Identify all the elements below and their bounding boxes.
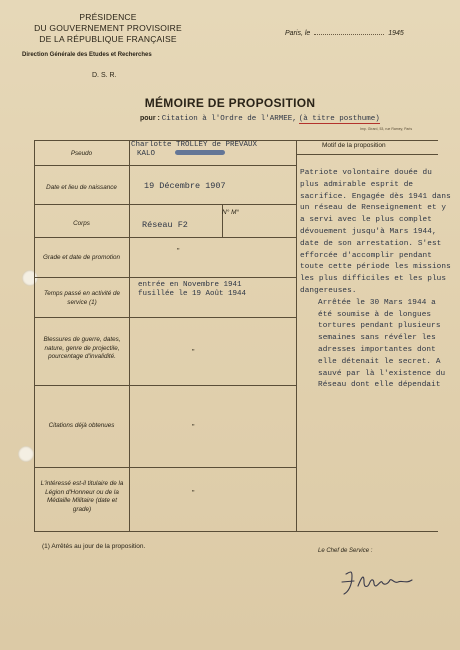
pour-text: Citation à l'Ordre de l'ARMEE, [161,115,297,123]
motif-col-line [296,140,297,532]
letterhead-line3: DE LA RÉPUBLIQUE FRANÇAISE [39,34,177,44]
blue-pencil-mark [175,150,225,155]
signature [340,560,420,600]
place-label: Paris, le [285,30,311,37]
chef-label: Le Chef de Service : [318,548,373,554]
legion-label: L'intéressé est-il titulaire de la Légion d'Honneur ou de la Médaille Militaire (date et grade) [40,480,124,513]
row-sep-7 [34,467,296,468]
motif-header: Motif de la proposition [322,142,386,149]
row-sep-2 [34,204,296,205]
citations-label: Citations déjà obtenues [48,422,115,429]
grade-label: Grade et date de promotion [42,254,120,261]
punch-hole-bottom [18,446,34,462]
wounds-value: " [192,349,195,356]
letterhead-line1: PRÉSIDENCE [79,12,137,22]
row-sep-1 [34,165,296,166]
date-blank [314,34,384,35]
label-col-line [129,140,130,532]
corps-value: Réseau F2 [142,220,188,230]
dsr-line: D. S. R. [92,72,117,79]
corps-label: Corps [73,220,90,227]
birth-label: Date et lieu de naissance [46,184,117,191]
posthume-text: (à titre posthume) [298,115,380,123]
pour-line [140,115,380,123]
row-sep-5 [34,317,296,318]
year-label: 1945 [388,30,404,37]
table-left-line [34,140,35,532]
pour-label: pour : [140,115,160,122]
table-bottom-line [34,531,438,532]
activity-value-line1: entrée en Novembre 1941 [138,281,242,289]
grade-value: " [177,248,180,255]
letterhead-line2: DU GOUVERNEMENT PROVISOIRE [34,23,182,33]
row-sep-3 [34,237,296,238]
nm-label: N° M° [222,209,240,216]
activity-value-line2: fusillée le 19 Août 1944 [138,290,247,298]
footnote: (1) Arrêtés au jour de la proposition. [42,543,146,550]
pseudo-value-line1: Charlotte TROLLEY de PREVAUX [131,141,258,149]
activity-label: Temps passé en activité de service (1) [43,290,121,306]
wounds-label: Blessures de guerre, dates, nature, genre de projectile, pourcentage d'invalidité. [43,336,121,360]
row-sep-4 [34,277,296,278]
letterhead [18,12,198,45]
motif-para-2: Arrêtée le 30 Mars 1944 a été soumise à de longues tortures pendant plusieurs semaines sans révéler les adresses importantes dont elle détenait le secret. A sauvé par là l'existence du Réseau dont elle dépendait [318,298,446,390]
row-sep-6 [34,385,296,386]
birth-value: 19 Décembre 1907 [144,181,226,191]
pseudo-label: Pseudo [70,150,93,157]
legion-value: " [192,490,195,497]
citations-value: " [192,424,195,431]
document-title: MÉMOIRE DE PROPOSITION [144,96,316,110]
motif-para-1: Patriote volontaire douée du plus admirable esprit de sacrifice. Engagée dès 1941 dans un réseau de Renseignement et y a servi avec le plus complet dévouement jusqu'à Mars 1944, date de son arrestation. S'est efforcée d'accomplir pendant toute cette période les missions les plus difficiles et les plus dangereuses. [300,169,451,295]
motif-header-line [296,154,438,155]
pseudo-value-line2: KALO [137,150,156,158]
motif-text [300,168,452,392]
printer-note: Imp. Girard, 53, rue Ramey, Paris [360,127,413,131]
direction-line: Direction Générale des Etudes et Recherches [22,52,152,58]
place-date [285,30,404,37]
